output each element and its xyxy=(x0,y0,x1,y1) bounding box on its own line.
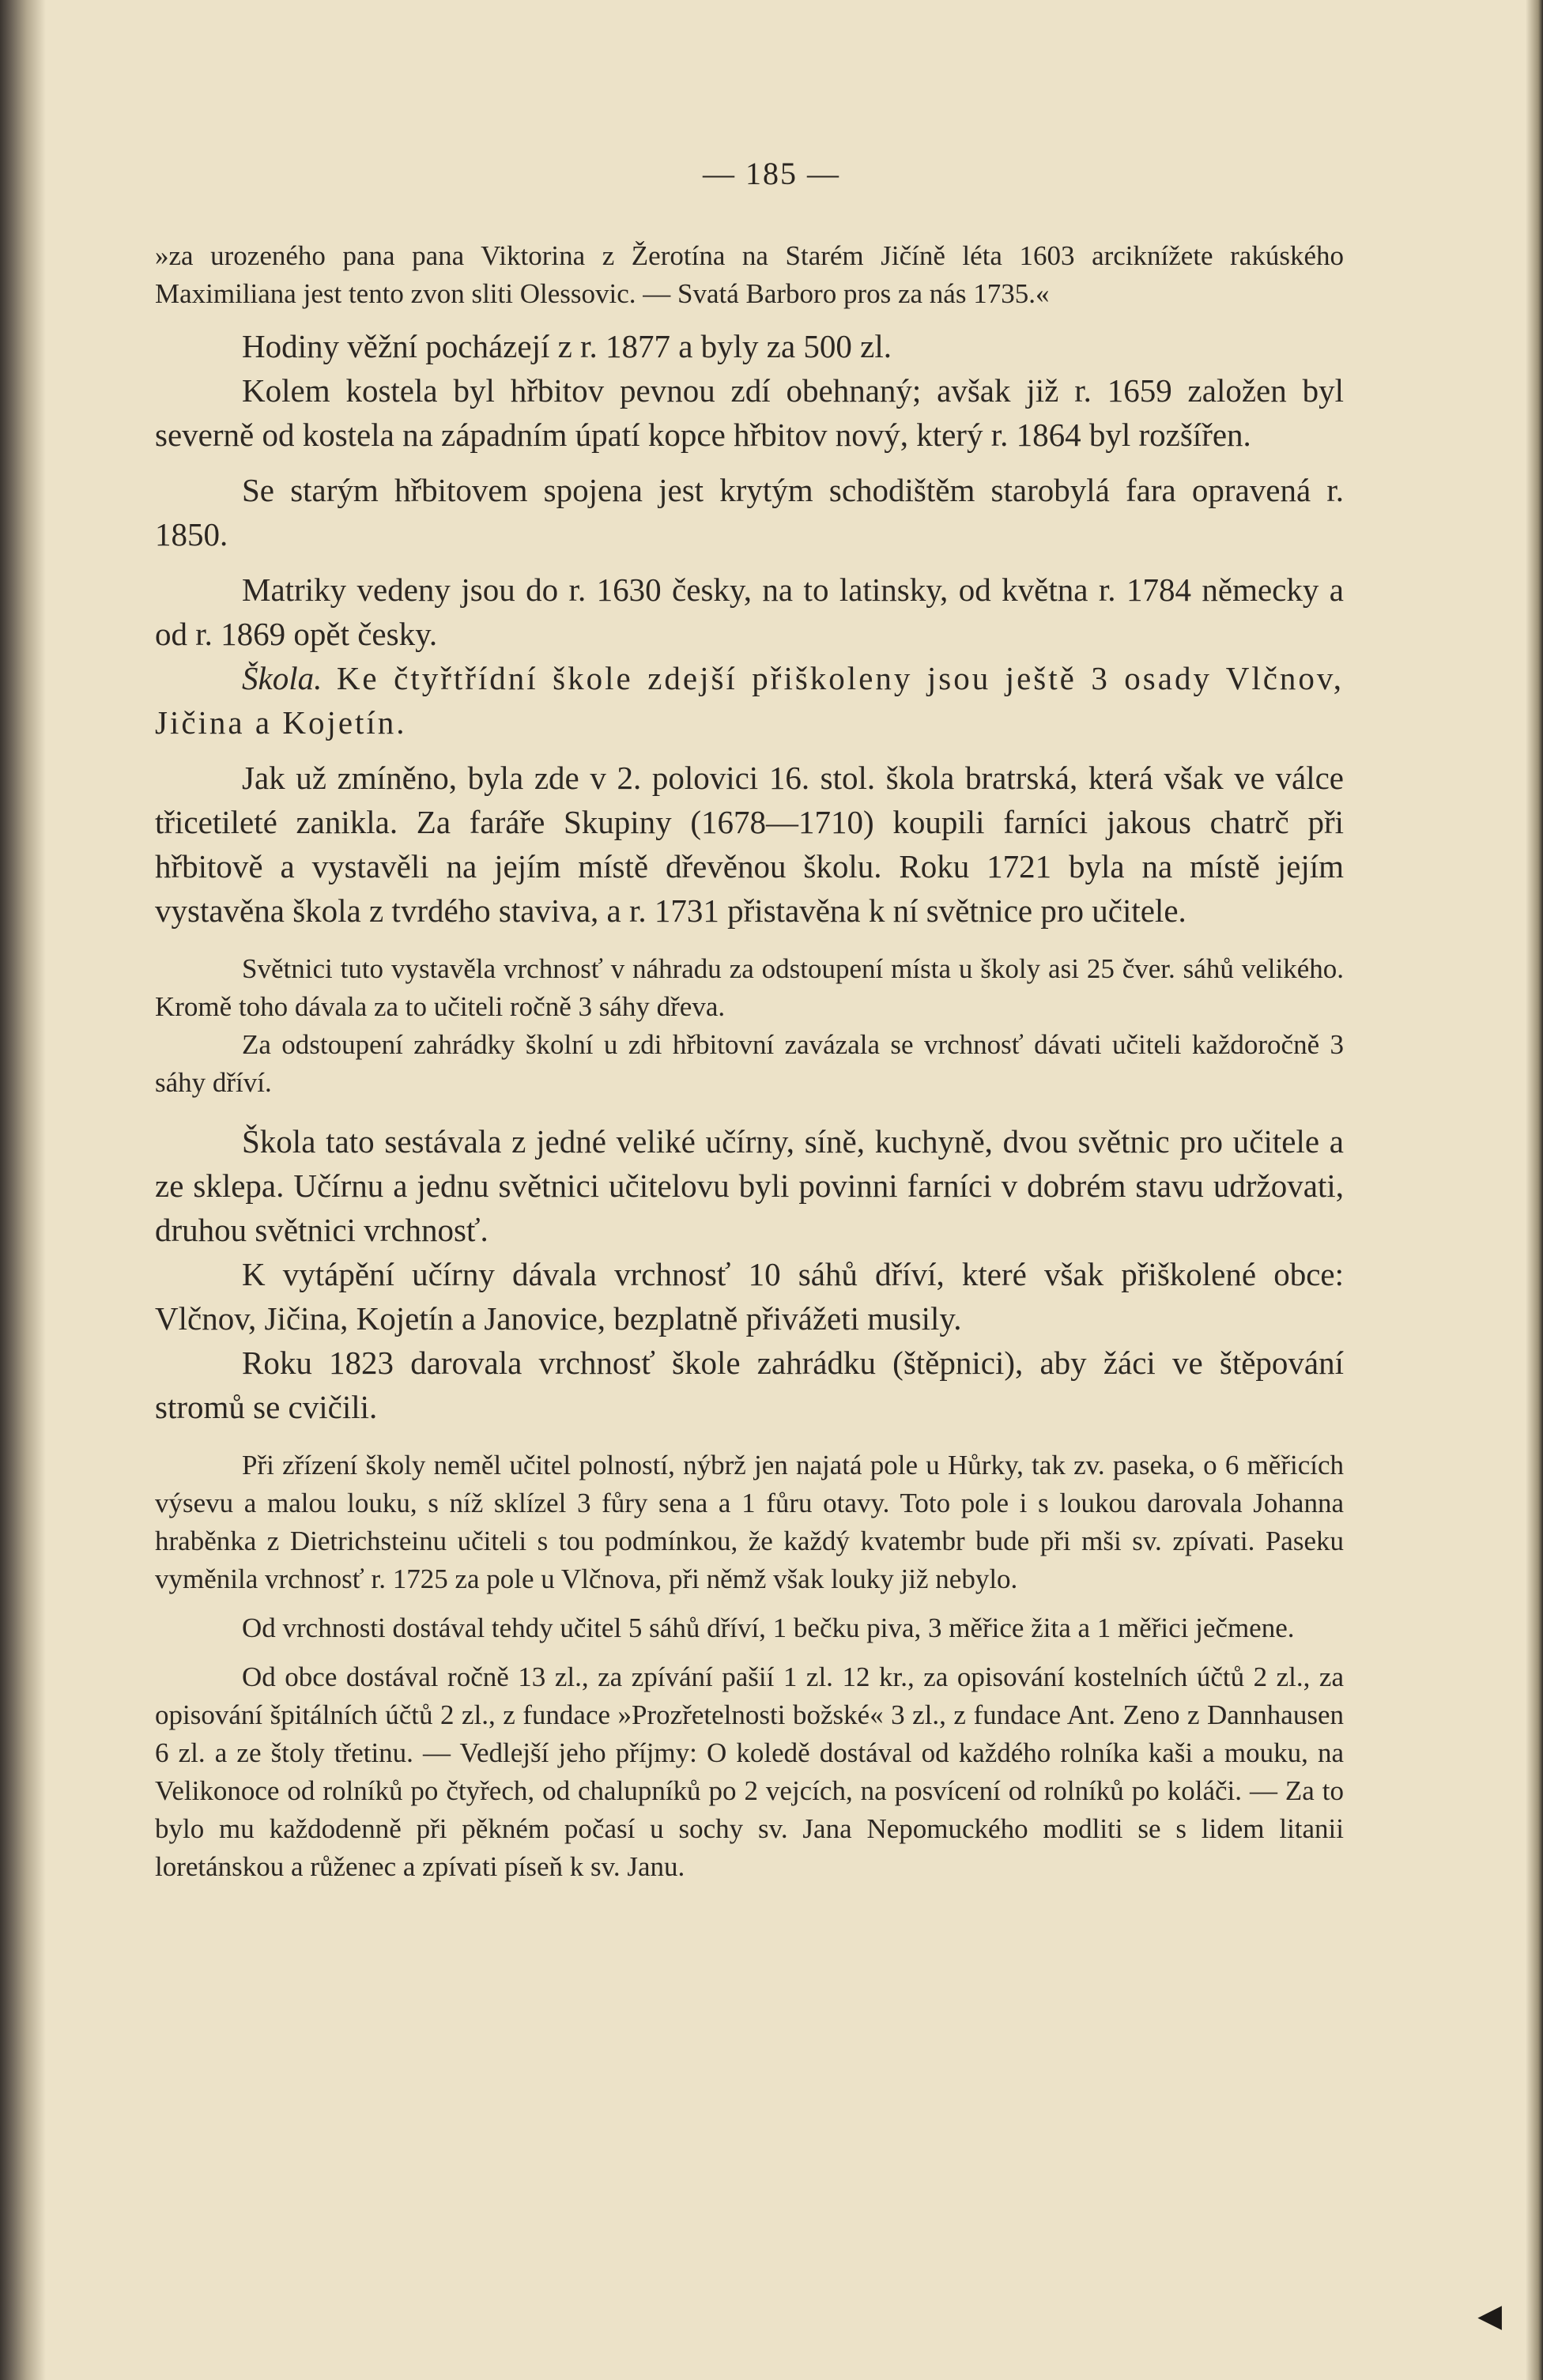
orchard-paragraph: Roku 1823 darovala vrchnosť škole zahrádku (štěpnici), aby žáci ve štěpování stromů se cvičili. xyxy=(155,1345,1344,1425)
school-rooms-paragraph: Škola tato sestávala z jedné veliké učírny, síně, kuchyně, dvou světnic pro učitele a ze sklepa. Učírnu a jednu světnici učitelovu byli povinni farníci v dobrém stavu udržovati, druhou světnici vrchnosť. xyxy=(155,1123,1344,1248)
teacher-room-note: Světnici tuto vystavěla vrchnosť v náhradu za odstoupení místa u školy asi 25 čver. sáhů velikého. Kromě toho dávala za to učiteli ročně 3 sáhy dřeva. xyxy=(155,953,1344,1022)
cemetery-paragraph: Kolem kostela byl hřbitov pevnou zdí obehnaný; avšak již r. 1659 založen byl severně od kostela na západním úpatí kopce hřbitov nový, který r. 1864 byl rozšířen. xyxy=(155,372,1344,453)
tower-clock-paragraph: Hodiny věžní pocházejí z r. 1877 a byly za 500 zl. xyxy=(242,328,892,364)
page-right-edge xyxy=(1526,0,1543,2380)
pencil-mark-icon: ◀ xyxy=(1477,2298,1502,2334)
page-body xyxy=(155,237,1344,1886)
registers-paragraph: Matriky vedeny jsou do r. 1630 česky, na to latinsky, od května r. 1784 německy a od r. 1869 opět česky. xyxy=(155,571,1344,652)
school-section-text: Ke čtyřtřídní škole zdejší přiškoleny jsou ještě 3 osady Vlčnov, Jičina a Kojetín. xyxy=(155,660,1344,741)
school-section-heading: Škola. xyxy=(242,660,323,696)
garden-note: Za odstoupení zahrádky školní u zdi hřbitovní zavázala se vrchnosť dávati učiteli každoročně 3 sáhy dříví. xyxy=(155,1029,1344,1098)
school-history-paragraph: Jak už zmíněno, byla zde v 2. polovici 16. stol. škola bratrská, která však ve válce třicetileté zanikla. Za faráře Skupiny (1678—1710) koupili farníci jakous chatrč při hřbitově a vystavěli na jejím místě dřevěnou školu. Roku 1721 byla na místě jejím vystavěna škola z tvrdého staviva, a r. 1731 přistavěna k ní světnice pro učitele. xyxy=(155,760,1344,929)
community-income-note: Od obce dostával ročně 13 zl., za zpívání pašií 1 zl. 12 kr., za opisování kostelních účtů 2 zl., za opisování špitálních účtů 2 zl., z fundace »Prozřetelnosti božské« 3 zl., z fundace Ant. Zeno z Dannhausen 6 zl. a ze štoly třetinu. — Vedlejší jeho příjmy: O koledě dostával od každého rolníka kaši a mouku, na Velikonoce od rolníků po čtyřech, od chalupníků po 2 vejcích, na posvícení od rolníků po koláči. — Za to bylo mu každodenně při pěkném počasí u sochy sv. Jana Nepomuckého modliti se s lidem litanii loretánskou a růženec a zpívati píseň k sv. Janu. xyxy=(155,1661,1344,1882)
page-gutter-shadow xyxy=(0,0,46,2380)
fields-note: Při zřízení školy neměl učitel polností, nýbrž jen najatá pole u Hůrky, tak zv. paseka, o 6 měřicích výsevu a malou louku, s níž sklízel 3 fůry sena a 1 fůru otavy. Toto pole i s loukou darovala Johanna hraběnka z Dietrichsteinu učiteli s tou podmínkou, že každý kvatembr bude při mši sv. zpívati. Paseku vyměnila vrchnosť r. 1725 za pole u Vlčnova, při němž však louky již nebylo. xyxy=(155,1450,1344,1594)
bell-inscription-paragraph: »za urozeného pana pana Viktorina z Žerotína na Starém Jičíně léta 1603 arciknížete rakúského Maximiliana jest tento zvon sliti Olessovic. — Svatá Barboro pros za nás 1735.« xyxy=(155,240,1344,309)
lord-income-note: Od vrchnosti dostával tehdy učitel 5 sáhů dříví, 1 bečku piva, 3 měřice žita a 1 měřici ječmene. xyxy=(242,1612,1295,1643)
heating-paragraph: K vytápění učírny dávala vrchnosť 10 sáhů dříví, které však přiškolené obce: Vlčnov, Jičina, Kojetín a Janovice, bezplatně přivážeti musily. xyxy=(155,1256,1344,1337)
school-section-paragraph xyxy=(155,656,1344,745)
parsonage-paragraph: Se starým hřbitovem spojena jest krytým schodištěm starobylá fara opravená r. 1850. xyxy=(155,472,1344,553)
page-number: — 185 — xyxy=(703,156,840,191)
